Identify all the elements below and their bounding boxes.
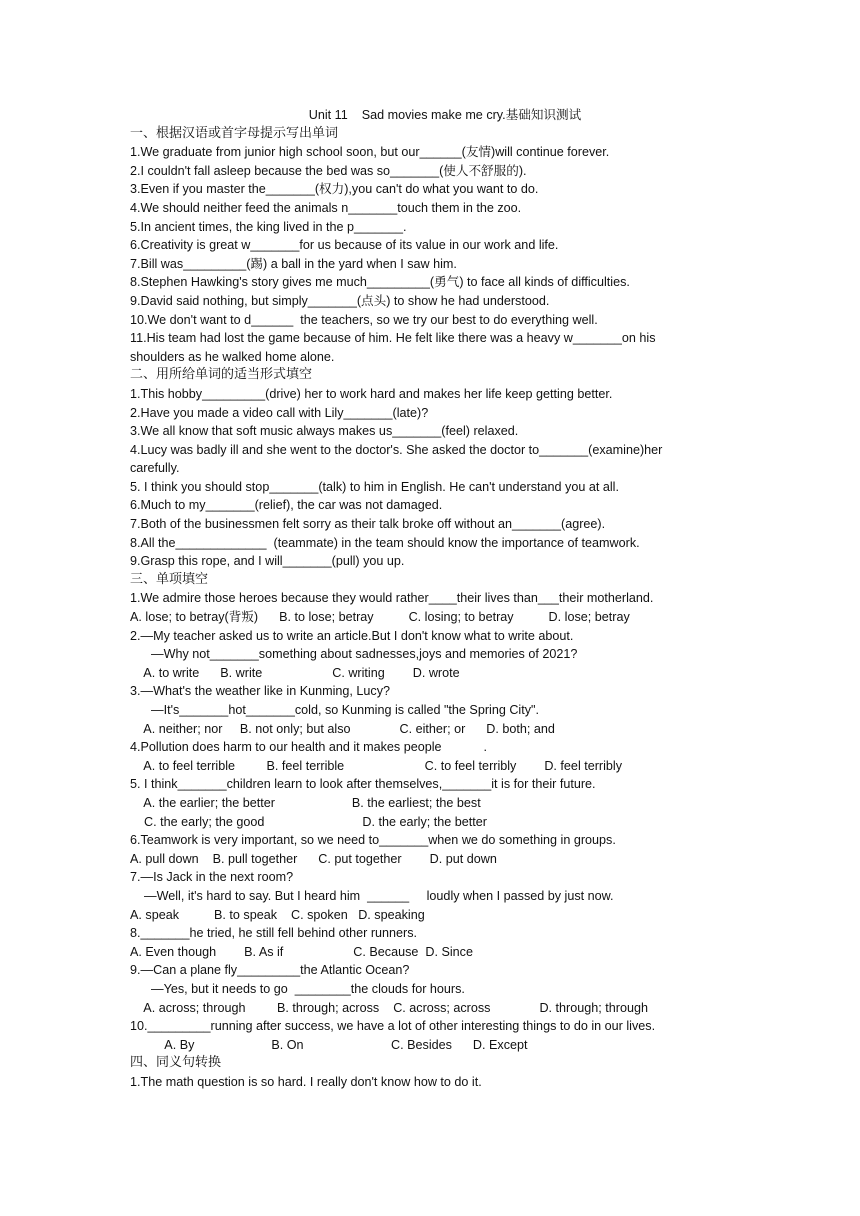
question-line: A. the earlier; the better B. the earliest; the best xyxy=(130,795,481,810)
question-line: A. pull down B. pull together C. put together D. put down xyxy=(130,851,497,866)
question-line: A. neither; nor B. not only; but also C. either; or D. both; and xyxy=(130,721,555,736)
question-line: 7.Bill was_________(踢) a ball in the yard when I saw him. xyxy=(130,256,457,271)
question-line: 1.We graduate from junior high school soon, but our______(友情)will continue forever. xyxy=(130,145,610,160)
question-line: —Well, it's hard to say. But I heard him ______ loudly when I passed by just now. xyxy=(130,888,614,903)
question-line: 1.We admire those heroes because they would rather____their lives than___their motherland. xyxy=(130,591,654,606)
question-line: 2.Have you made a video call with Lily_______(late)? xyxy=(130,405,429,420)
question-line: 5. I think_______children learn to look after themselves,_______it is for their future. xyxy=(130,777,596,792)
question-line: 6.Much to my_______(relief), the car was not damaged. xyxy=(130,498,443,513)
question-line: 11.His team had lost the game because of him. He felt like there was a heavy w_______on his xyxy=(130,331,656,346)
question-line: 5. I think you should stop_______(talk) to him in English. He can't understand you at all. xyxy=(130,479,619,494)
question-line: 4.We should neither feed the animals n_______touch them in the zoo. xyxy=(130,200,522,215)
question-line: 1.This hobby_________(drive) her to work hard and makes her life keep getting better. xyxy=(130,386,613,401)
question-line: —Why not_______something about sadnesses,joys and memories of 2021? xyxy=(130,647,578,662)
question-line: A. lose; to betray(背叛) B. to lose; betray C. losing; to betray D. lose; betray xyxy=(130,610,630,625)
worksheet-title: Unit 11 Sad movies make me cry.基础知识测试 xyxy=(308,108,582,122)
question-line: 4.Lucy was badly ill and she went to the doctor's. She asked the doctor to_______(examine)her xyxy=(130,442,663,457)
question-line: 2.—My teacher asked us to write an article.But I don't know what to write about. xyxy=(130,628,574,643)
section-heading: 二、用所给单词的适当形式填空 xyxy=(130,367,313,383)
question-line: 5.In ancient times, the king lived in the p_______. xyxy=(130,219,407,234)
section-heading: 三、单项填空 xyxy=(130,571,209,587)
question-line: 6.Creativity is great w_______for us because of its value in our work and life. xyxy=(130,238,559,253)
question-line: 6.Teamwork is very important, so we need to_______when we do something in groups. xyxy=(130,833,616,848)
question-line: A. to feel terrible B. feel terrible C. to feel terribly D. feel terribly xyxy=(130,758,623,773)
question-line: 8.All the_____________ (teammate) in the team should know the importance of teamwork. xyxy=(130,535,640,550)
question-line: 2.I couldn't fall asleep because the bed was so_______(使人不舒服的). xyxy=(130,163,527,178)
question-line: 3.—What's the weather like in Kunming, Lucy? xyxy=(130,684,391,699)
question-line: shoulders as he walked home alone. xyxy=(130,349,335,364)
question-line: 10.We don't want to d______ the teachers, so we try our best to do everything well. xyxy=(130,312,598,327)
question-line: A. By B. On C. Besides D. Except xyxy=(130,1037,528,1052)
worksheet-content xyxy=(130,106,730,1091)
question-line: 7.Both of the businessmen felt sorry as their talk broke off without an_______(agree). xyxy=(130,517,606,532)
question-line: 7.—Is Jack in the next room? xyxy=(130,870,294,885)
question-line: carefully. xyxy=(130,461,180,476)
section-heading: 一、根据汉语或首字母提示写出单词 xyxy=(130,125,339,141)
question-line: A. speak B. to speak C. spoken D. speaking xyxy=(130,907,425,922)
question-line: —Yes, but it needs to go ________the clouds for hours. xyxy=(130,981,465,996)
question-line: 9.David said nothing, but simply_______(点头) to show he had understood. xyxy=(130,293,550,308)
question-line: 1.The math question is so hard. I really don't know how to do it. xyxy=(130,1074,482,1089)
question-line: 9.—Can a plane fly_________the Atlantic Ocean? xyxy=(130,963,410,978)
question-line: 3.We all know that soft music always makes us_______(feel) relaxed. xyxy=(130,424,519,439)
question-line: A. Even though B. As if C. Because D. Since xyxy=(130,944,473,959)
section-heading: 四、同义句转换 xyxy=(130,1055,222,1071)
question-line: A. to write B. write C. writing D. wrote xyxy=(130,665,460,680)
question-line: 8.Stephen Hawking's story gives me much_________(勇气) to face all kinds of difficulties. xyxy=(130,275,630,290)
question-line: 3.Even if you master the_______(权力),you can't do what you want to do. xyxy=(130,182,539,197)
question-line: 8._______he tried, he still fell behind other runners. xyxy=(130,926,418,941)
question-line: A. across; through B. through; across C. across; across D. through; through xyxy=(130,1000,648,1015)
question-line: 4.Pollution does harm to our health and it makes people . xyxy=(130,740,488,755)
question-line: 10._________running after success, we have a lot of other interesting things to do in our lives. xyxy=(130,1019,656,1034)
question-line: C. the early; the good D. the early; the better xyxy=(130,814,487,829)
question-line: 9.Grasp this rope, and I will_______(pull) you up. xyxy=(130,554,405,569)
question-line: —It's_______hot_______cold, so Kunming is called "the Spring City". xyxy=(130,703,539,717)
